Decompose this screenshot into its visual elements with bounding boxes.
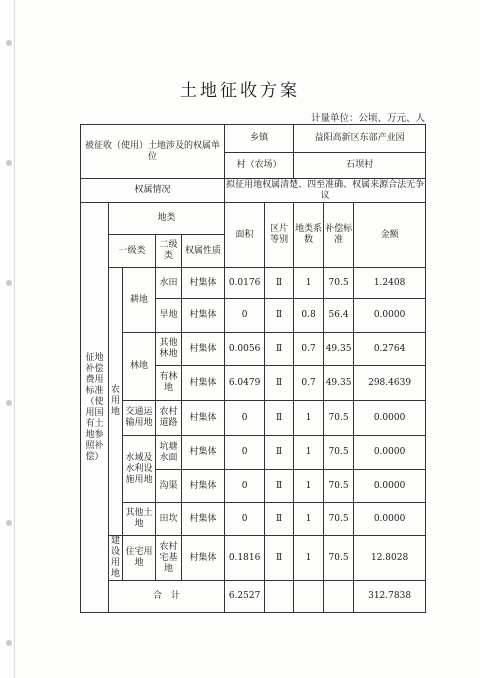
group-agri: 农用地 — [109, 268, 123, 536]
table-row — [81, 333, 426, 366]
land-acquisition-table — [80, 124, 426, 613]
coef-cell: 1 — [294, 401, 324, 436]
amount-cell: 12.8028 — [354, 536, 426, 581]
level2-cell: 沟渠 — [156, 470, 182, 503]
zone-cell: Ⅱ — [265, 470, 294, 503]
area-cell: 0.0056 — [225, 333, 265, 366]
level2-cell: 旱地 — [156, 299, 182, 333]
standard-cell: 70.5 — [324, 470, 354, 503]
punch-hole — [6, 160, 12, 166]
ownership-cell: 村集体 — [182, 366, 225, 401]
amount-cell: 0.0000 — [354, 299, 426, 333]
coef-cell: 0.7 — [294, 366, 324, 401]
standard-cell: 70.5 — [324, 536, 354, 581]
area-cell: 0.1816 — [225, 536, 265, 581]
total-area: 6.2527 — [225, 581, 265, 613]
ownership-cell: 村集体 — [182, 436, 225, 470]
standard-cell: 70.5 — [324, 268, 354, 299]
level1-cell: 交通运输用地 — [123, 401, 156, 436]
col-level2: 二级类 — [156, 235, 182, 268]
table-row — [81, 268, 426, 299]
amount-cell: 0.2764 — [354, 333, 426, 366]
coef-cell: 1 — [294, 536, 324, 581]
col-standard: 补偿标准 — [324, 203, 354, 268]
total-label: 合 计 — [109, 581, 225, 613]
standard-cell: 49.35 — [324, 366, 354, 401]
standard-cell: 70.5 — [324, 436, 354, 470]
level1-cell: 住宅用地 — [123, 536, 156, 581]
zone-cell: Ⅱ — [265, 436, 294, 470]
table-row — [81, 536, 426, 581]
coef-cell: 0.7 — [294, 333, 324, 366]
township-row — [81, 125, 426, 153]
col-zone: 区片等别 — [265, 203, 294, 268]
coef-cell: 1 — [294, 503, 324, 536]
punch-hole — [6, 280, 12, 286]
level2-cell: 农村宅基地 — [156, 536, 182, 581]
total-amount: 312.7838 — [354, 581, 426, 613]
col-area: 面积 — [225, 203, 265, 268]
ownership-cell: 村集体 — [182, 268, 225, 299]
table-row — [81, 436, 426, 470]
col-amount: 金额 — [354, 203, 426, 268]
amount-cell: 0.0000 — [354, 401, 426, 436]
zone-cell: Ⅱ — [265, 503, 294, 536]
amount-cell: 0.0000 — [354, 503, 426, 536]
coef-cell: 1 — [294, 470, 324, 503]
punch-hole — [6, 640, 12, 646]
ownership-cell: 村集体 — [182, 536, 225, 581]
amount-cell: 0.0000 — [354, 470, 426, 503]
village-label: 村（农场） — [225, 153, 294, 179]
zone-cell: Ⅱ — [265, 401, 294, 436]
zone-cell: Ⅱ — [265, 366, 294, 401]
zone-cell: Ⅱ — [265, 268, 294, 299]
ownership-cell: 村集体 — [182, 401, 225, 436]
ownership-cell: 村集体 — [182, 503, 225, 536]
table-row — [81, 503, 426, 536]
binding-edge — [14, 0, 15, 678]
village-value: 石坝村 — [294, 153, 426, 179]
level2-cell: 有林地 — [156, 366, 182, 401]
unit-note: 计量单位：公顷、万元、人 — [310, 113, 425, 124]
col-ownership: 权属性质 — [182, 235, 225, 268]
level1-cell: 耕地 — [123, 268, 156, 333]
total-row — [81, 581, 426, 613]
area-cell: 0 — [225, 436, 265, 470]
ownership-cell: 村集体 — [182, 470, 225, 503]
standard-cell: 70.5 — [324, 401, 354, 436]
area-cell: 0.0176 — [225, 268, 265, 299]
coef-cell: 0.8 — [294, 299, 324, 333]
level2-cell: 坑塘水面 — [156, 436, 182, 470]
rights-value: 拟征用地权属清楚、四至准确、权属来源合法无争议 — [226, 179, 425, 201]
col-coef: 地类系数 — [294, 203, 324, 268]
punch-hole — [6, 400, 12, 406]
rights-row — [81, 179, 426, 203]
table-row — [81, 401, 426, 436]
col-land-type: 地类 — [109, 203, 225, 235]
ownership-cell: 村集体 — [182, 333, 225, 366]
township-value: 益阳高新区东部产业园 — [294, 125, 426, 153]
zone-cell: Ⅱ — [265, 536, 294, 581]
col-level1: 一级类 — [109, 235, 156, 268]
punch-hole — [6, 40, 12, 46]
township-label: 乡镇 — [225, 125, 294, 153]
level1-cell: 水域及水利设施用地 — [123, 436, 156, 503]
area-cell: 0 — [225, 299, 265, 333]
document-title: 土地征收方案 — [180, 81, 300, 101]
coef-cell: 1 — [294, 268, 324, 299]
zone-cell: Ⅱ — [265, 333, 294, 366]
level1-cell: 林地 — [123, 333, 156, 401]
section-label: 征地补偿费用标准（使用国有土地参照补偿） — [81, 203, 109, 613]
owner-label: 被征收（使用）土地涉及的权属单位 — [81, 125, 225, 179]
standard-cell: 70.5 — [324, 503, 354, 536]
standard-cell: 49.35 — [324, 333, 354, 366]
group-construction: 建设用地 — [109, 536, 123, 581]
standard-cell: 56.4 — [324, 299, 354, 333]
coef-cell: 1 — [294, 436, 324, 470]
level2-cell: 水田 — [156, 268, 182, 299]
area-cell: 0 — [225, 503, 265, 536]
punch-hole — [6, 520, 12, 526]
column-header-row — [81, 203, 426, 235]
area-cell: 0 — [225, 470, 265, 503]
zone-cell: Ⅱ — [265, 299, 294, 333]
amount-cell: 0.0000 — [354, 436, 426, 470]
ownership-cell: 村集体 — [182, 299, 225, 333]
amount-cell: 298.4639 — [354, 366, 426, 401]
level1-cell: 其他土地 — [123, 503, 156, 536]
level2-cell: 农村道路 — [156, 401, 182, 436]
level2-cell: 其他林地 — [156, 333, 182, 366]
area-cell: 6.0479 — [225, 366, 265, 401]
area-cell: 0 — [225, 401, 265, 436]
rights-label: 权属情况 — [81, 179, 225, 203]
level2-cell: 田坎 — [156, 503, 182, 536]
amount-cell: 1.2408 — [354, 268, 426, 299]
